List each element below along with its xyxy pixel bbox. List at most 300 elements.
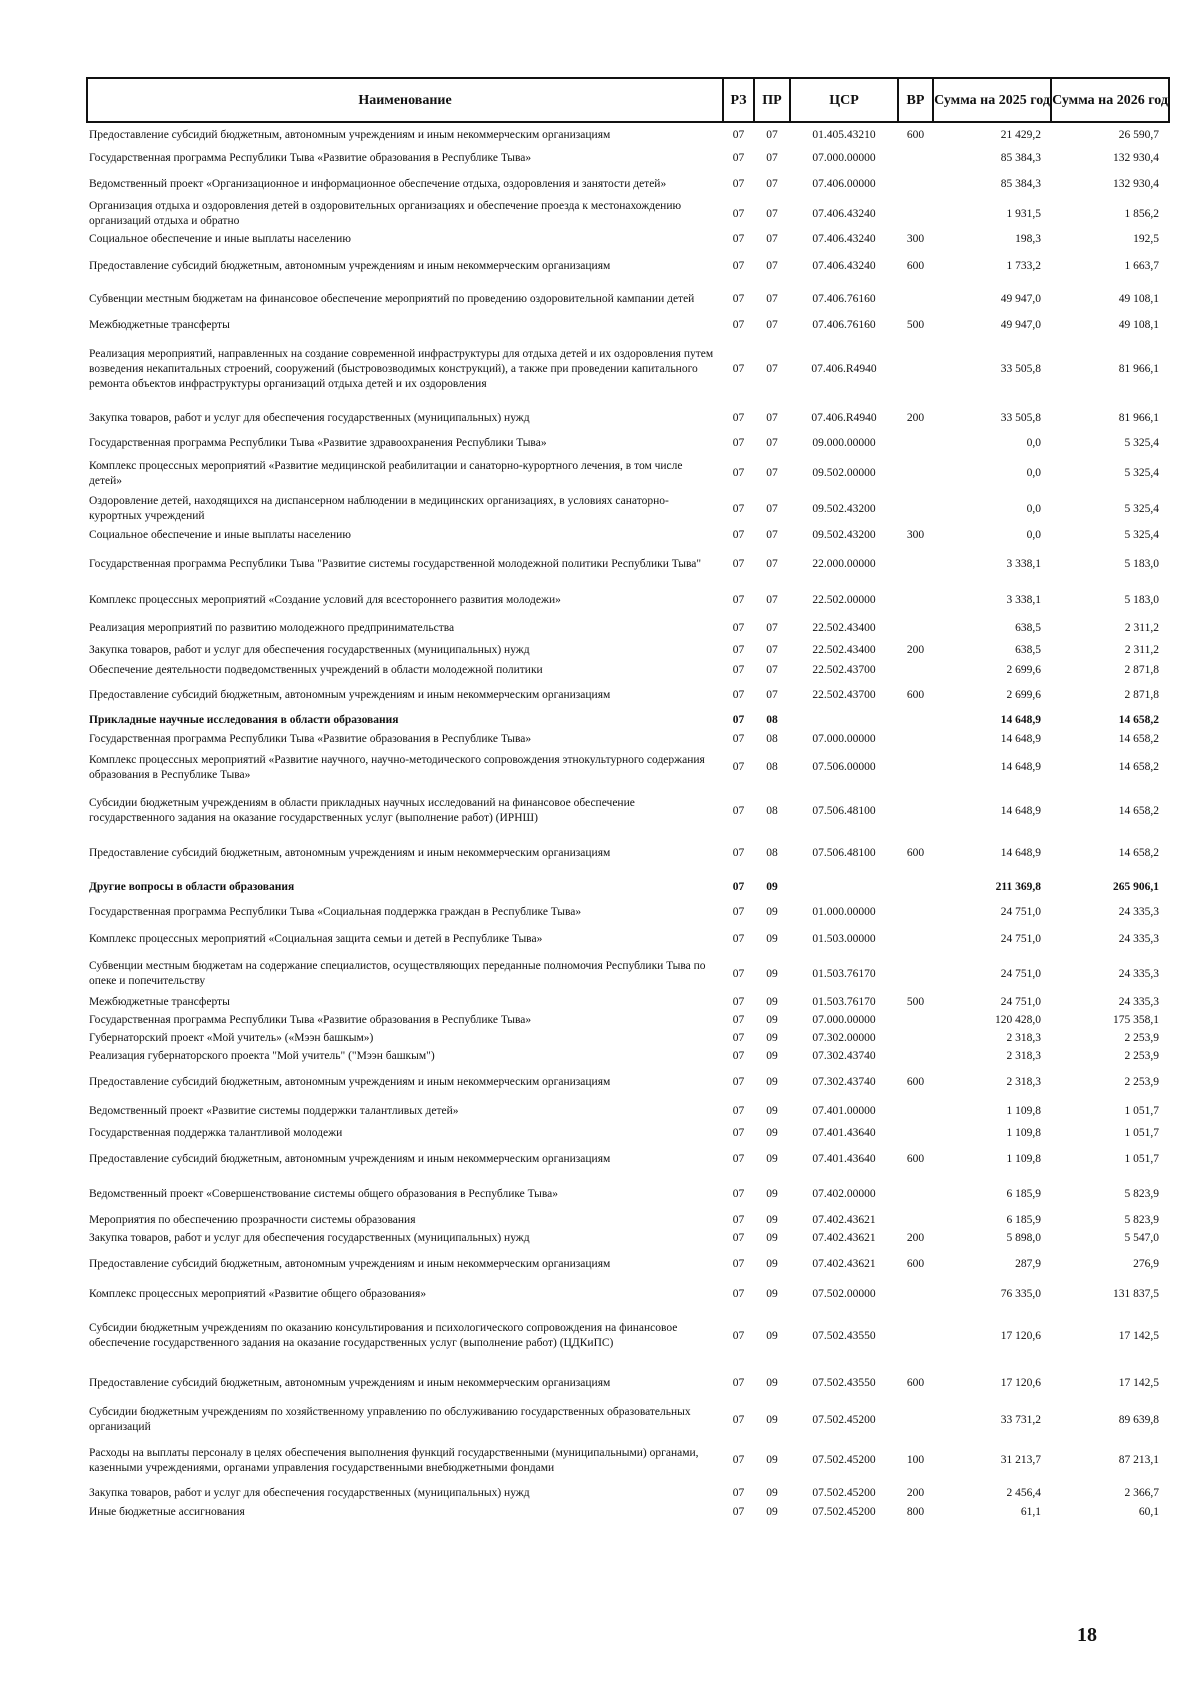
cell-s2025: 85 384,3 — [1000, 152, 1041, 164]
cell-rz: 07 — [732, 558, 745, 570]
cell-s2026: 5 823,9 — [1124, 1214, 1159, 1226]
cell-rz: 07 — [732, 847, 745, 859]
cell-s2025: 1 109,8 — [1006, 1153, 1041, 1165]
cell-csr: 07.302.43740 — [812, 1049, 876, 1062]
cell-pr: 07 — [766, 411, 778, 424]
cell-csr: 07.406.43240 — [812, 259, 876, 272]
cell-s2026: 192,5 — [1133, 232, 1159, 245]
cell-s2026: 5 325,4 — [1124, 502, 1159, 515]
cell-csr: 07.506.00000 — [812, 761, 876, 773]
cell-rz: 07 — [732, 733, 745, 745]
cell-rz: 07 — [732, 502, 745, 515]
table-row — [87, 1247, 1169, 1281]
cell-s2025: 1 931,5 — [1006, 207, 1041, 220]
cell-name: Ведомственный проект «Организационное и информационное обеспечение отдыха, оздоровления и занятости детей» — [89, 178, 667, 190]
cell-vr — [898, 1011, 933, 1029]
cell-name: Закупка товаров, работ и услуг для обеспечения государственных (муниципальных) нужд — [89, 643, 530, 656]
cell-pr: 09 — [766, 1506, 778, 1518]
cell-rz: 07 — [732, 906, 745, 918]
cell-pr: 09 — [766, 1257, 778, 1270]
cell-vr — [898, 748, 933, 787]
cell-rz: 07 — [732, 467, 745, 479]
cell-csr: 07.000.00000 — [812, 152, 876, 164]
table-row — [87, 1364, 1169, 1403]
cell-vr: 600 — [906, 847, 925, 859]
cell-s2026: 14 658,2 — [1118, 733, 1159, 745]
cell-pr: 07 — [766, 232, 778, 245]
cell-name: Комплекс процессных мероприятий «Развитие медицинской реабилитации и санаторно-курортного лечения, в том числе детей» — [89, 459, 683, 487]
cell-vr — [898, 545, 933, 584]
cell-csr: 07.402.43621 — [812, 1232, 876, 1244]
cell-s2026: 265 906,1 — [1113, 880, 1159, 893]
cell-name: Комплекс процессных мероприятий «Социальная защита семьи и детей в Республике Тыва» — [89, 932, 543, 945]
table-row — [87, 1503, 1169, 1522]
cell-name: Другие вопросы в области образования — [89, 880, 295, 893]
table-row — [87, 660, 1169, 680]
table-row — [87, 1124, 1169, 1142]
cell-s2025: 14 648,9 — [1000, 847, 1041, 859]
table-row — [87, 1308, 1169, 1364]
cell-vr — [898, 660, 933, 680]
table-row — [87, 315, 1169, 335]
cell-csr: 07.000.00000 — [812, 1013, 876, 1026]
cell-rz: 07 — [732, 688, 745, 701]
cell-name: Предоставление субсидий бюджетным, автономным учреждениям и иным некоммерческим организациям — [89, 1075, 611, 1088]
cell-s2026: 5 325,4 — [1124, 437, 1159, 449]
cell-rz: 07 — [732, 1013, 745, 1026]
cell-pr: 07 — [766, 318, 778, 331]
cell-s2025: 0,0 — [1026, 467, 1041, 479]
table-row — [87, 955, 1169, 993]
cell-name: Реализация губернаторского проекта "Мой учитель" ("Мээн башкым") — [89, 1049, 435, 1062]
table-row — [87, 1437, 1169, 1484]
cell-name: Социальное обеспечение и иные выплаты населению — [89, 528, 351, 541]
cell-rz: 07 — [732, 362, 745, 375]
cell-pr: 09 — [766, 1329, 778, 1342]
cell-csr: 07.502.45200 — [812, 1506, 876, 1518]
cell-name: Ведомственный проект «Совершенствование системы общего образования в Республике Тыва» — [89, 1187, 558, 1200]
cell-name: Реализация мероприятий, направленных на создание современной инфраструктуры для отдыха детей и их оздоровления путем возведения некапитальных строений, сооружений (быстровозводимых конструкций), а также при проведении капитального ремонта объектов инфраструктуры организаций отдыха детей и их оздоровления — [89, 347, 714, 390]
cell-s2025: 6 185,9 — [1006, 1214, 1041, 1226]
cell-pr: 08 — [766, 847, 778, 859]
cell-s2025: 24 751,0 — [1000, 906, 1041, 918]
table-row — [87, 616, 1169, 640]
cell-vr — [898, 1099, 933, 1124]
cell-s2026: 81 966,1 — [1118, 411, 1159, 424]
cell-vr: 500 — [906, 318, 925, 331]
cell-rz: 07 — [732, 178, 745, 190]
cell-pr: 08 — [766, 761, 778, 773]
table-row — [87, 584, 1169, 616]
cell-s2026: 5 325,4 — [1124, 528, 1159, 541]
cell-pr: 07 — [766, 688, 778, 701]
cell-s2025: 0,0 — [1026, 528, 1041, 541]
cell-pr: 09 — [766, 1031, 778, 1044]
cell-rz: 07 — [732, 1506, 745, 1518]
cell-rz: 07 — [732, 232, 745, 245]
cell-csr: 22.502.43700 — [812, 688, 876, 701]
table-row — [87, 170, 1169, 199]
cell-name: Предоставление субсидий бюджетным, автономным учреждениям и иным некоммерческим организациям — [89, 128, 611, 141]
cell-s2026: 24 335,3 — [1118, 932, 1159, 945]
cell-csr: 07.406.R4940 — [811, 411, 877, 424]
cell-s2026: 2 871,8 — [1124, 688, 1159, 701]
cell-csr: 09.502.43200 — [812, 502, 876, 515]
cell-csr: 07.302.43740 — [812, 1075, 876, 1088]
cell-csr: 22.502.43400 — [812, 643, 876, 656]
cell-s2025: 61,1 — [1020, 1506, 1041, 1518]
table-row — [87, 229, 1169, 249]
cell-s2026: 14 658,2 — [1118, 714, 1159, 726]
cell-rz: 07 — [732, 621, 745, 634]
cell-pr: 08 — [766, 804, 778, 817]
cell-rz: 07 — [732, 1187, 745, 1200]
cell-vr — [898, 1177, 933, 1211]
cell-vr — [898, 147, 933, 170]
table-row — [87, 403, 1169, 433]
cell-csr: 07.502.45200 — [812, 1487, 876, 1499]
cell-name: Закупка товаров, работ и услуг для обеспечения государственных (муниципальных) нужд — [89, 411, 530, 424]
cell-csr: 07.406.76160 — [812, 292, 876, 305]
cell-vr — [898, 902, 933, 923]
cell-csr: 07.000.00000 — [812, 733, 876, 745]
cell-s2025: 1 109,8 — [1006, 1105, 1041, 1117]
cell-s2026: 1 051,7 — [1124, 1153, 1159, 1165]
cell-pr: 07 — [766, 152, 778, 164]
table-row — [87, 710, 1169, 731]
cell-pr: 09 — [766, 932, 778, 945]
cell-rz: 07 — [732, 128, 745, 141]
cell-vr: 600 — [906, 259, 925, 272]
table-row — [87, 748, 1169, 787]
table-row — [87, 1403, 1169, 1437]
table-row — [87, 1029, 1169, 1047]
cell-csr: 07.401.43640 — [812, 1153, 876, 1165]
cell-vr — [898, 616, 933, 640]
cell-pr: 07 — [766, 128, 778, 141]
cell-s2026: 26 590,7 — [1118, 128, 1159, 141]
cell-pr: 07 — [766, 643, 778, 656]
cell-pr: 09 — [766, 1075, 778, 1088]
cell-s2026: 89 639,8 — [1118, 1413, 1159, 1426]
cell-rz: 07 — [732, 1377, 745, 1389]
cell-s2025: 24 751,0 — [1000, 932, 1041, 945]
cell-name: Субсидии бюджетным учреждениям по оказанию консультирования и психологического сопровождения на финансовое обеспечение государственного задания на оказание государственных услуг (выполнение работ) (ЦДКиПС) — [89, 1322, 678, 1349]
cell-vr — [898, 1211, 933, 1230]
cell-s2026: 14 658,2 — [1118, 847, 1159, 859]
cell-pr: 09 — [766, 1377, 778, 1389]
cell-rz: 07 — [732, 761, 745, 773]
cell-name: Закупка товаров, работ и услуг для обеспечения государственных (муниципальных) нужд — [89, 1232, 530, 1244]
cell-s2025: 2 318,3 — [1006, 1031, 1041, 1044]
cell-name: Государственная программа Республики Тыва "Развитие системы государственной молодежной политики Республики Тыва" — [89, 558, 702, 570]
cell-name: Ведомственный проект «Развитие системы поддержки талантливых детей» — [89, 1105, 459, 1117]
header-sum-2026: Сумма на 2026 год — [1051, 78, 1169, 122]
cell-s2025: 2 699,6 — [1006, 663, 1041, 676]
table-row — [87, 1177, 1169, 1211]
cell-name: Комплекс процессных мероприятий «Развитие общего образования» — [89, 1288, 427, 1300]
cell-s2025: 2 318,3 — [1006, 1075, 1041, 1088]
cell-csr: 01.503.76170 — [812, 995, 876, 1008]
cell-csr: 07.506.48100 — [812, 804, 876, 817]
cell-vr: 200 — [906, 1232, 925, 1244]
cell-csr: 07.406.76160 — [812, 318, 876, 331]
cell-rz: 07 — [732, 1257, 745, 1270]
cell-s2026: 175 358,1 — [1113, 1013, 1159, 1026]
cell-s2025: 49 947,0 — [1000, 318, 1041, 331]
cell-csr: 07.402.43621 — [812, 1214, 876, 1226]
cell-s2025: 85 384,3 — [1000, 178, 1041, 190]
cell-vr — [898, 493, 933, 525]
page-number: 18 — [1077, 1624, 1097, 1646]
header-csr: ЦСР — [790, 78, 898, 122]
cell-s2026: 24 335,3 — [1118, 906, 1159, 918]
cell-rz: 07 — [732, 1329, 745, 1342]
cell-pr: 09 — [766, 1288, 778, 1300]
cell-csr: 22.000.00000 — [812, 558, 876, 570]
cell-vr: 600 — [906, 128, 925, 141]
cell-vr: 300 — [906, 232, 925, 245]
cell-rz: 07 — [732, 1232, 745, 1244]
cell-pr: 09 — [766, 880, 778, 893]
cell-pr: 09 — [766, 967, 778, 980]
cell-s2025: 638,5 — [1015, 643, 1041, 656]
cell-csr — [790, 872, 898, 902]
cell-rz: 07 — [732, 663, 745, 676]
table-row — [87, 493, 1169, 525]
header-pr: ПР — [754, 78, 790, 122]
cell-s2025: 198,3 — [1015, 232, 1041, 245]
cell-s2025: 2 456,4 — [1006, 1487, 1041, 1499]
table-row — [87, 1281, 1169, 1308]
cell-s2025: 17 120,6 — [1000, 1377, 1041, 1389]
cell-name: Государственная программа Республики Тыва «Развитие здравоохранения Республики Тыва» — [89, 437, 547, 449]
table-row — [87, 249, 1169, 283]
cell-vr — [898, 584, 933, 616]
cell-s2026: 5 183,0 — [1124, 593, 1159, 606]
cell-csr: 07.502.45200 — [812, 1454, 876, 1466]
cell-name: Государственная программа Республики Тыва «Развитие образования в Республике Тыва» — [89, 733, 532, 745]
cell-s2026: 5 325,4 — [1124, 467, 1159, 479]
table-row — [87, 433, 1169, 454]
cell-s2026: 49 108,1 — [1118, 292, 1159, 305]
cell-pr: 09 — [766, 906, 778, 918]
cell-vr: 100 — [906, 1454, 925, 1466]
cell-s2025: 0,0 — [1026, 502, 1041, 515]
cell-name: Субвенции местным бюджетам на содержание специалистов, осуществляющих переданные полномочия Республики Тыва по опеке и попечительству — [89, 960, 706, 987]
cell-name: Предоставление субсидий бюджетным, автономным учреждениям и иным некоммерческим организациям — [89, 1153, 611, 1165]
cell-s2026: 1 051,7 — [1124, 1126, 1159, 1139]
cell-rz: 07 — [732, 967, 745, 980]
cell-csr: 07.502.45200 — [812, 1413, 876, 1426]
cell-name: Расходы на выплаты персоналу в целях обеспечения выполнения функций государственными (муниципальными) органами, казенными учреждениями, органами управления государственными внебюджетными фондами — [89, 1446, 699, 1474]
cell-pr: 07 — [766, 178, 778, 190]
cell-s2026: 132 930,4 — [1113, 178, 1159, 190]
cell-name: Предоставление субсидий бюджетным, автономным учреждениям и иным некоммерческим организациям — [89, 1257, 611, 1270]
cell-pr: 07 — [766, 502, 778, 515]
table-row — [87, 787, 1169, 835]
table-row — [87, 147, 1169, 170]
budget-table — [86, 77, 1170, 1522]
table-row — [87, 1065, 1169, 1099]
cell-csr: 07.302.00000 — [812, 1031, 876, 1044]
cell-s2026: 24 335,3 — [1118, 967, 1159, 980]
cell-pr: 07 — [766, 593, 778, 606]
cell-rz: 07 — [732, 411, 745, 424]
cell-rz: 07 — [732, 528, 745, 541]
cell-rz: 07 — [732, 437, 745, 449]
header-sum-2025: Сумма на 2025 год — [933, 78, 1051, 122]
cell-s2025: 0,0 — [1026, 437, 1041, 449]
cell-csr: 07.406.43240 — [812, 207, 876, 220]
table-row — [87, 525, 1169, 545]
cell-name: Субсидии бюджетным учреждениям по хозяйственному управлению по обслуживанию государственных образовательных организаций — [89, 1406, 691, 1433]
cell-name: Государственная программа Республики Тыва «Развитие образования в Республике Тыва» — [89, 1013, 532, 1026]
table-row — [87, 1011, 1169, 1029]
table-row — [87, 872, 1169, 902]
cell-s2026: 2 871,8 — [1124, 663, 1159, 676]
cell-pr: 09 — [766, 1454, 778, 1466]
cell-s2025: 6 185,9 — [1006, 1187, 1041, 1200]
cell-csr: 07.502.43550 — [812, 1377, 876, 1389]
cell-rz: 07 — [732, 259, 745, 272]
cell-rz: 07 — [732, 714, 745, 726]
cell-s2025: 14 648,9 — [1000, 761, 1041, 773]
cell-s2026: 2 253,9 — [1124, 1031, 1159, 1044]
cell-s2025: 638,5 — [1015, 621, 1041, 634]
cell-pr: 09 — [766, 1126, 778, 1139]
cell-rz: 07 — [732, 1153, 745, 1165]
cell-vr — [898, 923, 933, 955]
cell-s2025: 1 109,8 — [1006, 1126, 1041, 1139]
cell-s2025: 17 120,6 — [1000, 1329, 1041, 1342]
table-row — [87, 1230, 1169, 1247]
cell-pr: 09 — [766, 1232, 778, 1244]
table-row — [87, 902, 1169, 923]
cell-s2025: 287,9 — [1015, 1257, 1041, 1270]
cell-vr: 600 — [906, 1153, 925, 1165]
cell-vr — [898, 872, 933, 902]
cell-pr: 09 — [766, 1153, 778, 1165]
cell-name: Комплекс процессных мероприятий «Создание условий для всестороннего развития молодежи» — [89, 593, 561, 606]
cell-name: Государственная поддержка талантливой молодежи — [89, 1126, 343, 1139]
cell-name: Мероприятия по обеспечению прозрачности системы образования — [89, 1214, 416, 1226]
cell-vr — [898, 283, 933, 315]
cell-csr: 22.502.00000 — [812, 593, 876, 606]
cell-name: Государственная программа Республики Тыва «Развитие образования в Республике Тыва» — [89, 152, 532, 164]
cell-rz: 07 — [732, 804, 745, 817]
cell-s2026: 87 213,1 — [1118, 1454, 1159, 1466]
cell-csr: 01.000.00000 — [812, 906, 876, 918]
cell-s2026: 14 658,2 — [1118, 804, 1159, 817]
cell-vr — [898, 170, 933, 199]
cell-s2026: 1 051,7 — [1124, 1105, 1159, 1117]
table-row — [87, 680, 1169, 710]
table-row — [87, 835, 1169, 872]
cell-name: Реализация мероприятий по развитию молодежного предпринимательства — [89, 621, 455, 634]
cell-vr — [898, 199, 933, 229]
table-body — [87, 122, 1169, 1522]
cell-s2025: 3 338,1 — [1006, 558, 1041, 570]
cell-pr: 09 — [766, 1413, 778, 1426]
cell-vr — [898, 787, 933, 835]
cell-s2026: 49 108,1 — [1118, 318, 1159, 331]
cell-rz: 07 — [732, 1049, 745, 1062]
cell-name: Губернаторский проект «Мой учитель» («Мээн башкым») — [89, 1031, 374, 1044]
cell-rz: 07 — [732, 1487, 745, 1499]
cell-s2025: 2 699,6 — [1006, 688, 1041, 701]
cell-rz: 07 — [732, 1075, 745, 1088]
table-row — [87, 640, 1169, 660]
cell-rz: 07 — [732, 207, 745, 220]
cell-pr: 09 — [766, 995, 778, 1008]
cell-s2026: 5 183,0 — [1124, 558, 1159, 570]
cell-pr: 07 — [766, 467, 778, 479]
table-row — [87, 454, 1169, 493]
table-row — [87, 923, 1169, 955]
cell-s2025: 76 335,0 — [1000, 1288, 1041, 1300]
cell-csr: 01.503.00000 — [812, 932, 876, 945]
cell-rz: 07 — [732, 1454, 745, 1466]
cell-s2025: 14 648,9 — [1000, 733, 1041, 745]
cell-rz: 07 — [732, 152, 745, 164]
cell-s2025: 120 428,0 — [995, 1013, 1041, 1026]
cell-name: Предоставление субсидий бюджетным, автономным учреждениям и иным некоммерческим организациям — [89, 1377, 611, 1389]
cell-s2026: 131 837,5 — [1113, 1288, 1159, 1300]
cell-name: Оздоровление детей, находящихся на диспансерном наблюдении в медицинских организациях, в условиях санаторно-курортных учреждений — [89, 495, 669, 522]
cell-name: Предоставление субсидий бюджетным, автономным учреждениям и иным некоммерческим организациям — [89, 688, 611, 701]
cell-vr — [898, 1308, 933, 1364]
cell-s2026: 1 663,7 — [1124, 259, 1159, 272]
table-row — [87, 283, 1169, 315]
cell-s2026: 17 142,5 — [1118, 1377, 1159, 1389]
cell-s2026: 5 823,9 — [1124, 1187, 1159, 1200]
cell-s2025: 24 751,0 — [1000, 995, 1041, 1008]
cell-rz: 07 — [732, 1214, 745, 1226]
cell-rz: 07 — [732, 880, 745, 893]
cell-vr: 200 — [906, 643, 925, 656]
cell-s2026: 14 658,2 — [1118, 761, 1159, 773]
cell-rz: 07 — [732, 1288, 745, 1300]
cell-csr: 07.406.00000 — [812, 178, 876, 190]
cell-csr: 07.401.43640 — [812, 1126, 876, 1139]
cell-vr — [898, 335, 933, 403]
cell-rz: 07 — [732, 1413, 745, 1426]
cell-s2025: 1 733,2 — [1006, 259, 1041, 272]
cell-vr: 200 — [906, 411, 925, 424]
cell-vr — [898, 1281, 933, 1308]
cell-pr: 07 — [766, 558, 778, 570]
cell-s2025: 21 429,2 — [1000, 128, 1041, 141]
cell-name: Комплекс процессных мероприятий «Развитие научного, научно-методического сопровождения этнокультурного содержания образования в Республике Тыва» — [89, 753, 705, 781]
cell-s2025: 211 369,8 — [995, 880, 1041, 893]
cell-name: Межбюджетные трансферты — [89, 318, 230, 331]
cell-rz: 07 — [732, 643, 745, 656]
table-row — [87, 1142, 1169, 1177]
cell-pr: 09 — [766, 1049, 778, 1062]
cell-s2025: 2 318,3 — [1006, 1049, 1041, 1062]
cell-rz: 07 — [732, 1126, 745, 1139]
cell-pr: 09 — [766, 1487, 778, 1499]
cell-csr: 07.502.00000 — [812, 1288, 876, 1300]
cell-pr: 07 — [766, 292, 778, 305]
cell-pr: 09 — [766, 1187, 778, 1200]
cell-vr — [898, 731, 933, 748]
cell-pr: 07 — [766, 259, 778, 272]
cell-s2025: 14 648,9 — [1000, 714, 1041, 726]
cell-pr: 07 — [766, 528, 778, 541]
cell-rz: 07 — [732, 318, 745, 331]
